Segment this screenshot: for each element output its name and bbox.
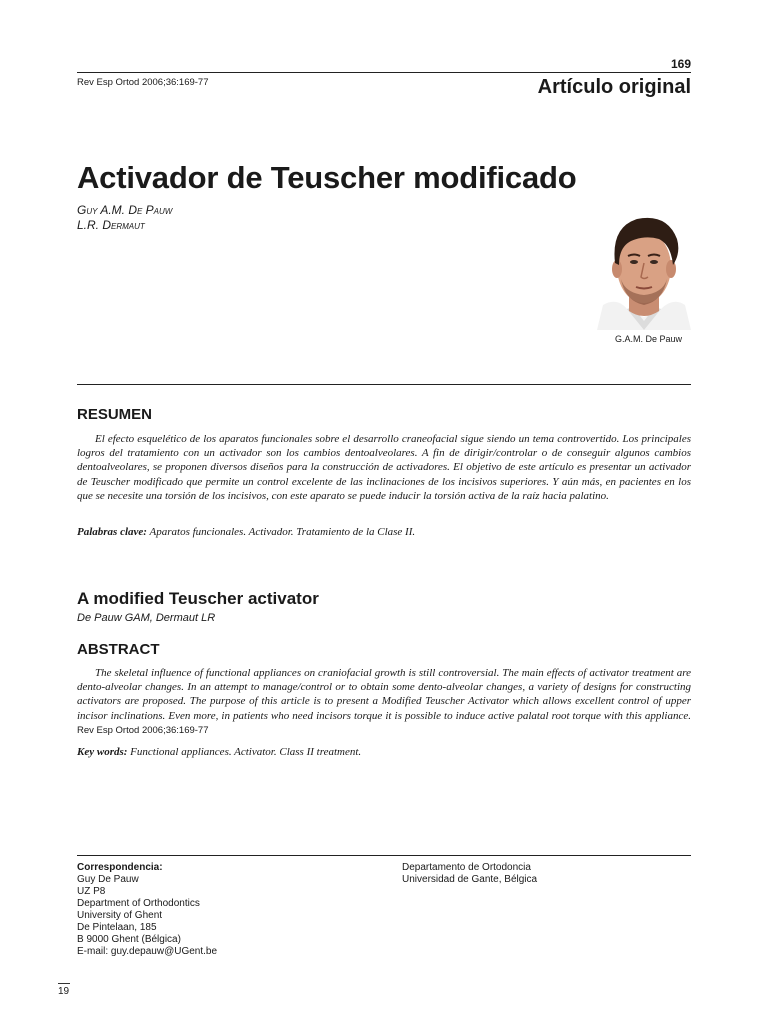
english-authors: De Pauw GAM, Dermaut LR [77,612,216,624]
corr-line: Department of Orthodontics [77,898,200,909]
author-2: L.R. Dermaut [77,218,145,232]
corr-line: De Pintelaan, 185 [77,922,157,933]
keywords-label: Palabras clave: [77,526,147,538]
key-words-label: Key words: [77,746,128,758]
section-label: Artículo original [537,76,691,98]
correspondence-label: Correspondencia: [77,862,163,873]
page-number-bottom: 19 [58,986,70,997]
corr-line: Guy De Pauw [77,874,139,885]
affiliation-block [402,862,537,886]
english-title: A modified Teuscher activator [77,589,319,608]
abstract-reference: Rev Esp Ortod 2006;36:169-77 [77,724,209,736]
resumen-keywords [77,526,691,538]
correspondence-block [77,862,217,958]
page-number-top: 169 [670,57,691,71]
section-divider [77,384,691,385]
article-title: Activador de Teuscher modificado [77,160,577,195]
journal-reference: Rev Esp Ortod 2006;36:169-77 [77,77,209,88]
keywords-text: Aparatos funcionales. Activador. Tratamiento de la Clase II. [149,526,416,538]
key-words-text: Functional appliances. Activator. Class II treatment. [130,746,362,758]
abstract-keywords [77,746,691,758]
corr-line: UZ P8 [77,886,106,897]
footer-rule [77,855,691,856]
dept-line: Universidad de Gante, Bélgica [402,874,538,885]
resumen-heading: RESUMEN [77,406,153,423]
abstract-heading: ABSTRACT [77,641,160,658]
author-1: Guy A.M. De Pauw [77,203,173,217]
abstract-text-block [77,666,691,738]
resumen-text: El efecto esquelético de los aparatos funcionales sobre el desarrollo craneofacial sigue siendo un tema controvertido. Los principales logros del tratamiento con un activador son los cambios dentoalveolares. A fin de dirigir/controlar o de conseguir algunos cambios dentoalveolares, se proponen diversos diseños para la construcción de activadores. El objetivo de este artículo es presentar un activador de Teuscher modificado que permite un control excelente de las inclinaciones de los incisivos superiores. Y aún más, en pacientes en los que se necesite una torsión de los incisivos, con este aparato se puede inducir la torsión activa de la raíz hacia palatino. [77,433,691,502]
photo-caption: G.A.M. De Pauw [614,334,682,344]
author-list [77,203,172,233]
corr-email: E-mail: guy.depauw@UGent.be [77,946,218,957]
header-rule [77,72,691,73]
corr-line: B 9000 Ghent (Bélgica) [77,934,181,945]
corr-line: University of Ghent [77,910,163,921]
author-photo [597,205,691,330]
dept-line: Departamento de Ortodoncia [402,862,531,873]
abstract-text: The skeletal influence of functional appliances on craniofacial growth is still controversial. The main effects of activator treatment are dento-alveolar changes. In an attempt to manage/control or to obtain some dento-alveolar changes, a variety of designs for constructing activators are proposed. The purpose of this article is to present a Modified Teuscher Activator which allows excellent control of upper incisor inclinations. Even more, in patients who need incisors torque it is possible to induce active palatal root torque with this appliance. [77,667,691,722]
